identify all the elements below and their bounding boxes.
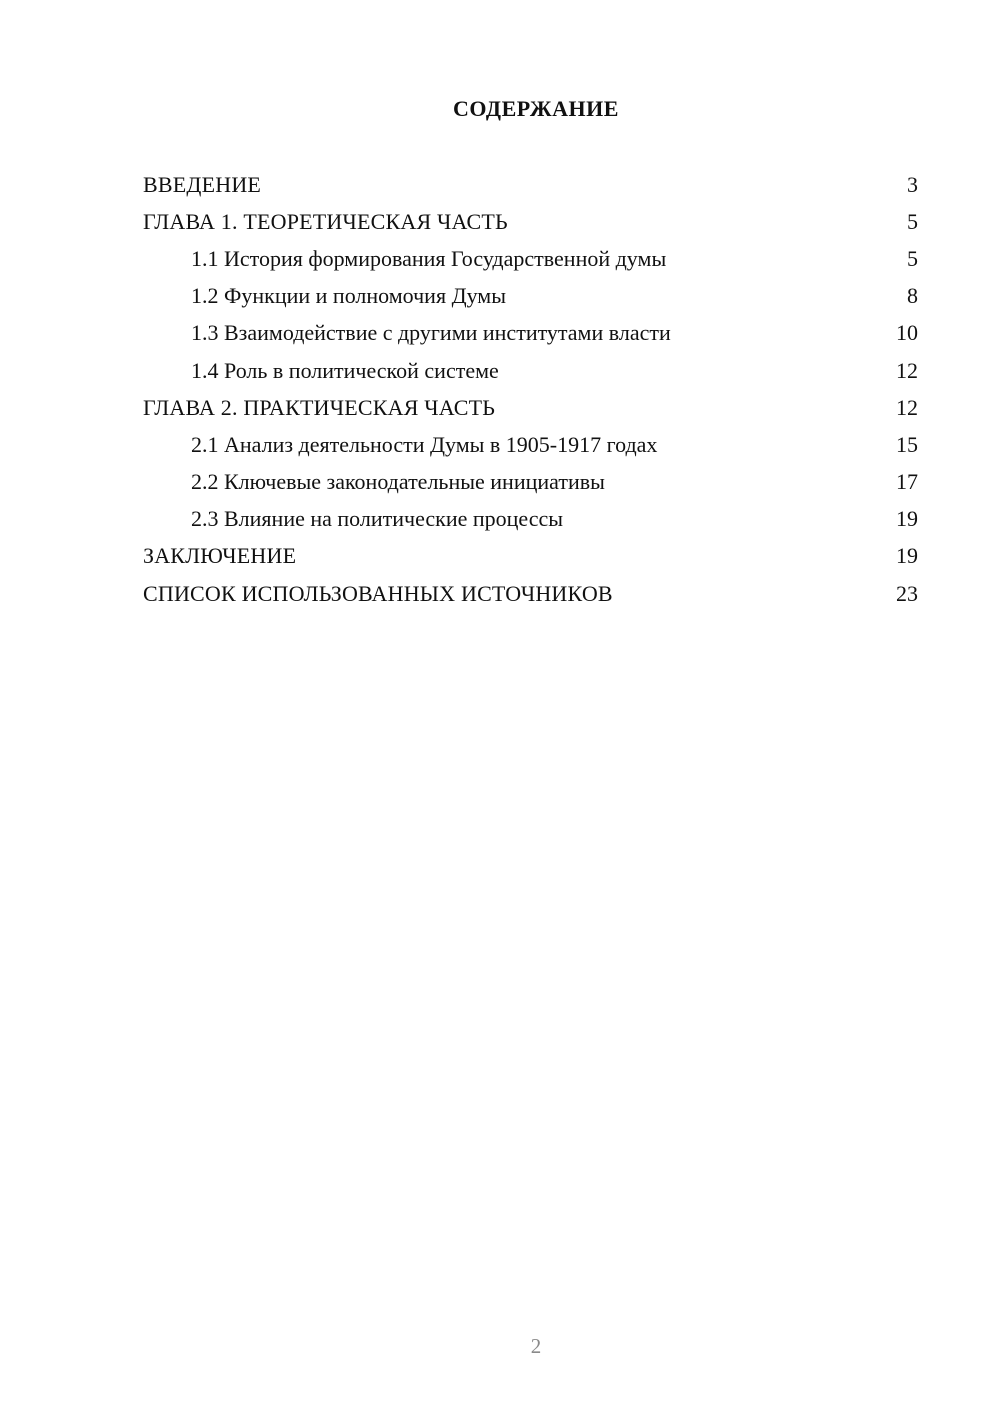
page-number: 2 <box>530 1334 542 1358</box>
toc-entry-label: ГЛАВА 2. ПРАКТИЧЕСКАЯ ЧАСТЬ <box>143 394 496 420</box>
toc-entry-section-1-2 <box>143 278 918 315</box>
toc-entry-page: 12 <box>896 357 918 383</box>
toc-entry-label: 1.1 История формирования Государственной думы <box>191 245 667 271</box>
toc-entry-page: 5 <box>907 245 918 271</box>
toc-entry-conclusion <box>143 538 918 575</box>
toc-entry-section-2-1 <box>143 426 918 463</box>
toc-entry-label: 2.1 Анализ деятельности Думы в 1905-1917 годах <box>191 431 658 457</box>
toc-entry-label: 2.2 Ключевые законодательные инициативы <box>191 469 605 495</box>
toc-entry-label: ГЛАВА 1. ТЕОРЕТИЧЕСКАЯ ЧАСТЬ <box>143 208 508 234</box>
page-title: СОДЕРЖАНИЕ <box>453 96 619 121</box>
toc-entry-section-1-4 <box>143 352 918 389</box>
toc-entry-chapter-2 <box>143 389 918 426</box>
toc-entry-label: 2.3 Влияние на политические процессы <box>191 506 564 532</box>
toc-entry-page: 17 <box>896 469 918 495</box>
toc-entry-section-1-1 <box>143 240 918 277</box>
toc-entry-page: 23 <box>896 580 918 606</box>
toc-entry-page: 10 <box>896 320 918 346</box>
toc-entry-page: 12 <box>896 394 918 420</box>
toc-entry-chapter-1 <box>143 203 918 240</box>
toc-entry-page: 3 <box>907 171 918 197</box>
toc-entry-label: 1.2 Функции и полномочия Думы <box>191 283 506 309</box>
toc-entry-references <box>143 575 918 612</box>
toc-entry-page: 5 <box>907 208 918 234</box>
toc-entry-section-2-3 <box>143 501 918 538</box>
toc-entry-label: ЗАКЛЮЧЕНИЕ <box>143 543 297 569</box>
toc-entry-page: 19 <box>896 543 918 569</box>
toc-entry-page: 8 <box>907 283 918 309</box>
toc-entry-introduction <box>143 166 918 203</box>
toc-entry-section-1-3 <box>143 315 918 352</box>
toc-entry-page: 15 <box>896 431 918 457</box>
toc-entry-label: 1.3 Взаимодействие с другими институтами власти <box>191 320 671 346</box>
table-of-contents <box>143 166 918 612</box>
toc-entry-label: ВВЕДЕНИЕ <box>143 171 262 197</box>
toc-entry-page: 19 <box>896 506 918 532</box>
toc-entry-section-2-2 <box>143 464 918 501</box>
toc-entry-label: СПИСОК ИСПОЛЬЗОВАННЫХ ИСТОЧНИКОВ <box>143 580 613 606</box>
toc-entry-label: 1.4 Роль в политической системе <box>191 357 499 383</box>
